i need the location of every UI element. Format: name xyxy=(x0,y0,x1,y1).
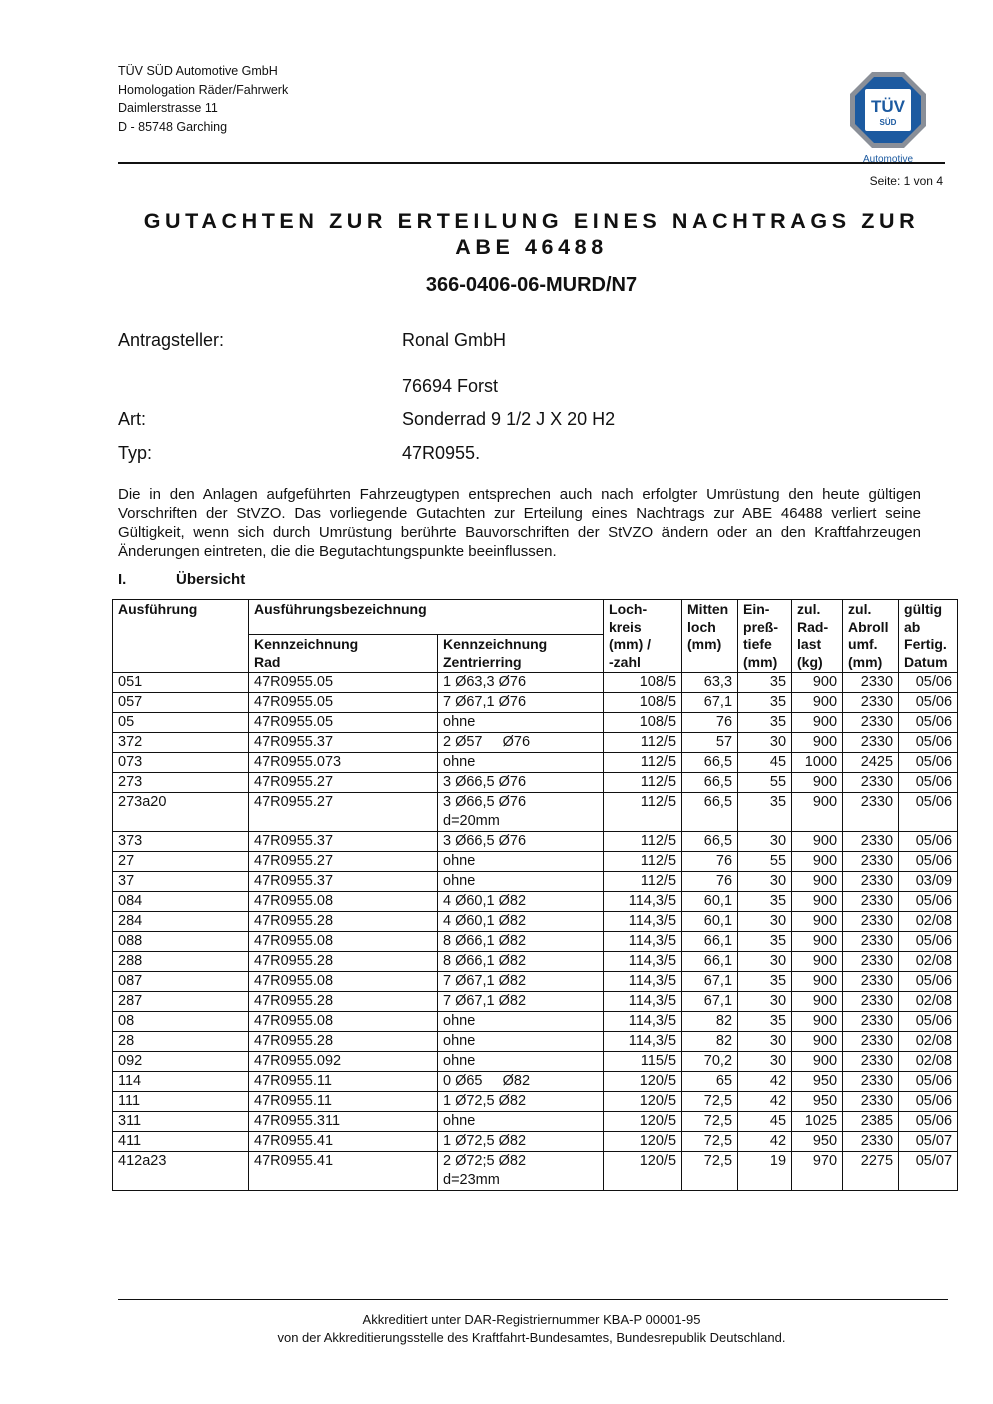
table-body xyxy=(113,673,958,1191)
table-row xyxy=(113,1152,958,1191)
table-cell: 35 xyxy=(738,892,792,912)
table-cell: 900 xyxy=(792,1052,843,1072)
table-cell: ohne xyxy=(438,872,604,892)
table-cell: 311 xyxy=(113,1112,249,1132)
header-ausfuehrung: Ausführung xyxy=(113,600,249,673)
table-cell: 900 xyxy=(792,992,843,1012)
table-cell: 82 xyxy=(682,1012,738,1032)
model-label: Typ: xyxy=(118,443,153,463)
table-cell: 7 Ø67,1 Ø82 xyxy=(438,992,604,1012)
table-cell: 900 xyxy=(792,952,843,972)
address-line: Homologation Räder/Fahrwerk xyxy=(118,82,289,97)
table-cell: 273a20 xyxy=(113,793,249,832)
table-cell: 66,5 xyxy=(682,832,738,852)
table-cell: 900 xyxy=(792,1032,843,1052)
table-row xyxy=(113,852,958,872)
table-row xyxy=(113,773,958,793)
table-cell: 2275 xyxy=(843,1152,899,1191)
table-cell: 66,1 xyxy=(682,952,738,972)
table-cell: 45 xyxy=(738,753,792,773)
table-cell: 900 xyxy=(792,1012,843,1032)
table-cell: 47R0955.37 xyxy=(249,872,438,892)
header-bezeichnung: Ausführungsbezeichnung xyxy=(249,600,604,635)
table-cell: 2 Ø72;5 Ø82 d=23mm xyxy=(438,1152,604,1191)
intro-paragraph: Die in den Anlagen aufgeführten Fahrzeugtypen entsprechen auch nach erfolgter Umrüstung den heute gültigen Vorschriften der StVZO. Das vorliegende Gutachten zur Erteilung eines Nachtrags zur ABE 46488 verliert seine Gültigkeit, wenn sich durch Umrüstung berührte Bauvorschriften der StVZO ändern oder an den Kraftfahrzeugen Änderungen eintreten, die die Begutachtungspunkte beeinflussen. xyxy=(118,486,921,560)
table-cell: 950 xyxy=(792,1132,843,1152)
table-row xyxy=(113,793,958,832)
table-cell: 30 xyxy=(738,992,792,1012)
table-cell: 05/06 xyxy=(899,892,958,912)
table-cell: 2330 xyxy=(843,892,899,912)
table-cell: 073 xyxy=(113,753,249,773)
table-cell: 05/06 xyxy=(899,832,958,852)
table-row xyxy=(113,753,958,773)
table-cell: 47R0955.28 xyxy=(249,952,438,972)
table-cell: 900 xyxy=(792,793,843,832)
table-cell: 120/5 xyxy=(604,1112,682,1132)
logo-caption: Automotive xyxy=(862,154,914,165)
title-line-1: GUTACHTEN ZUR ERTEILUNG EINES NACHTRAGS ZUR xyxy=(143,209,920,233)
table-cell: 2330 xyxy=(843,713,899,733)
table-cell: ohne xyxy=(438,1052,604,1072)
section-heading xyxy=(118,571,245,588)
table-cell: 72,5 xyxy=(682,1152,738,1191)
table-cell: 2330 xyxy=(843,1032,899,1052)
table-cell: 05/06 xyxy=(899,713,958,733)
table-cell: 35 xyxy=(738,1012,792,1032)
table-cell: 47R0955.11 xyxy=(249,1072,438,1092)
table-cell: 47R0955.08 xyxy=(249,932,438,952)
table-cell: 2330 xyxy=(843,1092,899,1112)
table-cell: 108/5 xyxy=(604,693,682,713)
table-cell: 66,5 xyxy=(682,773,738,793)
table-cell: 76 xyxy=(682,872,738,892)
table-cell: 05 xyxy=(113,713,249,733)
table-cell: 47R0955.27 xyxy=(249,793,438,832)
header-mittenloch: Mitten loch (mm) xyxy=(682,600,738,673)
section-title: Übersicht xyxy=(176,571,246,588)
table-cell: 4 Ø60,1 Ø82 xyxy=(438,912,604,932)
table-cell: 2330 xyxy=(843,1012,899,1032)
table-cell: 900 xyxy=(792,693,843,713)
table-cell: 900 xyxy=(792,912,843,932)
table-cell: 2330 xyxy=(843,773,899,793)
table-cell: 05/06 xyxy=(899,773,958,793)
table-cell: 950 xyxy=(792,1072,843,1092)
header-gueltig: gültig ab Fertig. Datum xyxy=(899,600,958,673)
table-cell: 3 Ø66,5 Ø76 xyxy=(438,773,604,793)
table-cell: 114,3/5 xyxy=(604,952,682,972)
table-cell: 900 xyxy=(792,892,843,912)
table-cell: 115/5 xyxy=(604,1052,682,1072)
table-cell: 3 Ø66,5 Ø76 xyxy=(438,832,604,852)
table-cell: 900 xyxy=(792,673,843,693)
table-cell: 47R0955.27 xyxy=(249,773,438,793)
table-cell: 900 xyxy=(792,932,843,952)
table-row xyxy=(113,892,958,912)
table-cell: 108/5 xyxy=(604,673,682,693)
address-line: D - 85748 Garching xyxy=(118,119,228,134)
table-cell: 273 xyxy=(113,773,249,793)
table-cell: ohne xyxy=(438,713,604,733)
table-cell: 35 xyxy=(738,793,792,832)
table-cell: 47R0955.05 xyxy=(249,693,438,713)
tuev-sued-logo xyxy=(848,70,928,165)
table-cell: 900 xyxy=(792,972,843,992)
table-row xyxy=(113,713,958,733)
table-cell: 112/5 xyxy=(604,773,682,793)
table-cell: 2330 xyxy=(843,952,899,972)
table-cell: 02/08 xyxy=(899,1032,958,1052)
table-cell: ohne xyxy=(438,753,604,773)
table-cell: 2 Ø57 Ø76 xyxy=(438,733,604,753)
table-cell: 47R0955.37 xyxy=(249,733,438,753)
table-cell: 02/08 xyxy=(899,952,958,972)
table-cell: 35 xyxy=(738,972,792,992)
table-cell: 70,2 xyxy=(682,1052,738,1072)
logo-text-sued: SÜD xyxy=(879,118,897,127)
table-cell: 1 Ø72,5 Ø82 xyxy=(438,1132,604,1152)
table-cell: 112/5 xyxy=(604,852,682,872)
table-cell: 05/06 xyxy=(899,673,958,693)
table-cell: 900 xyxy=(792,713,843,733)
table-cell: 02/08 xyxy=(899,992,958,1012)
table-cell: 108/5 xyxy=(604,713,682,733)
table-cell: 2330 xyxy=(843,852,899,872)
table-cell: 05/06 xyxy=(899,972,958,992)
table-cell: 7 Ø67,1 Ø82 xyxy=(438,972,604,992)
table-cell: 114 xyxy=(113,1072,249,1092)
table-cell: 82 xyxy=(682,1032,738,1052)
table-cell: 4 Ø60,1 Ø82 xyxy=(438,892,604,912)
table-cell: ohne xyxy=(438,852,604,872)
table-cell: 092 xyxy=(113,1052,249,1072)
table-cell: 47R0955.28 xyxy=(249,1032,438,1052)
table-cell: 67,1 xyxy=(682,992,738,1012)
header-einpress: Ein- preß- tiefe (mm) xyxy=(738,600,792,673)
table-cell: 1 Ø63,3 Ø76 xyxy=(438,673,604,693)
table-row xyxy=(113,693,958,713)
table-cell: 3 Ø66,5 Ø76 d=20mm xyxy=(438,793,604,832)
table-cell: 66,1 xyxy=(682,932,738,952)
header-kennz-zentr: Kennzeichnung Zentrierring xyxy=(438,635,604,673)
header-radlast: zul. Rad- last (kg) xyxy=(792,600,843,673)
table-cell: 112/5 xyxy=(604,793,682,832)
table-cell: 45 xyxy=(738,1112,792,1132)
table-cell: 373 xyxy=(113,832,249,852)
table-cell: 05/06 xyxy=(899,852,958,872)
table-row xyxy=(113,832,958,852)
table-cell: 72,5 xyxy=(682,1092,738,1112)
table-cell: 05/07 xyxy=(899,1152,958,1191)
applicant-city: 76694 Forst xyxy=(402,376,499,396)
table-cell: 72,5 xyxy=(682,1112,738,1132)
table-cell: 900 xyxy=(792,872,843,892)
table-cell: 30 xyxy=(738,733,792,753)
table-cell: 900 xyxy=(792,773,843,793)
table-cell: 2330 xyxy=(843,872,899,892)
overview-table xyxy=(112,599,958,1191)
table-cell: 03/09 xyxy=(899,872,958,892)
table-cell: 47R0955.092 xyxy=(249,1052,438,1072)
footer xyxy=(118,1311,945,1347)
table-cell: ohne xyxy=(438,1112,604,1132)
table-cell: 8 Ø66,1 Ø82 xyxy=(438,932,604,952)
table-cell: 2330 xyxy=(843,992,899,1012)
table-cell: 42 xyxy=(738,1072,792,1092)
table-cell: 112/5 xyxy=(604,733,682,753)
table-cell: 2330 xyxy=(843,972,899,992)
table-cell: 8 Ø66,1 Ø82 xyxy=(438,952,604,972)
title-line-2: ABE 46488 xyxy=(455,235,608,259)
table-cell: 900 xyxy=(792,733,843,753)
table-cell: 112/5 xyxy=(604,872,682,892)
table-cell: 19 xyxy=(738,1152,792,1191)
table-cell: 284 xyxy=(113,912,249,932)
table-row xyxy=(113,912,958,932)
table-cell: 1025 xyxy=(792,1112,843,1132)
table-cell: 411 xyxy=(113,1132,249,1152)
table-cell: 05/06 xyxy=(899,1072,958,1092)
company-address xyxy=(118,62,288,136)
table-cell: 60,1 xyxy=(682,912,738,932)
table-cell: 7 Ø67,1 Ø76 xyxy=(438,693,604,713)
table-cell: 35 xyxy=(738,693,792,713)
table-cell: 114,3/5 xyxy=(604,932,682,952)
table-cell: 970 xyxy=(792,1152,843,1191)
table-row xyxy=(113,1032,958,1052)
footer-divider xyxy=(118,1299,948,1300)
table-row xyxy=(113,992,958,1012)
table-cell: 120/5 xyxy=(604,1132,682,1152)
table-cell: 05/07 xyxy=(899,1132,958,1152)
footer-line-2: von der Akkreditierungsstelle des Kraftfahrt-Bundesamtes, Bundesrepublik Deutschland. xyxy=(277,1330,786,1345)
table-cell: 30 xyxy=(738,912,792,932)
table-row xyxy=(113,972,958,992)
document-title xyxy=(118,208,945,260)
table-cell: 2385 xyxy=(843,1112,899,1132)
table-cell: 900 xyxy=(792,832,843,852)
table-cell: 114,3/5 xyxy=(604,912,682,932)
header-lochkreis: Loch- kreis (mm) / -zahl xyxy=(604,600,682,673)
table-cell: 76 xyxy=(682,713,738,733)
table-cell: 47R0955.11 xyxy=(249,1092,438,1112)
table-cell: 2330 xyxy=(843,832,899,852)
applicant-name: Ronal GmbH xyxy=(402,330,507,350)
table-cell: 2330 xyxy=(843,1132,899,1152)
table-cell: 35 xyxy=(738,932,792,952)
table-cell: 47R0955.08 xyxy=(249,892,438,912)
table-cell: 57 xyxy=(682,733,738,753)
logo-text-tuev: TÜV xyxy=(871,97,905,116)
table-cell: 1 Ø72,5 Ø82 xyxy=(438,1092,604,1112)
table-cell: 114,3/5 xyxy=(604,1012,682,1032)
table-cell: 412a23 xyxy=(113,1152,249,1191)
table-cell: 47R0955.311 xyxy=(249,1112,438,1132)
table-cell: 05/06 xyxy=(899,1112,958,1132)
table-cell: 051 xyxy=(113,673,249,693)
table-cell: 120/5 xyxy=(604,1072,682,1092)
header-divider xyxy=(118,162,945,164)
table-cell: 76 xyxy=(682,852,738,872)
table-cell: 372 xyxy=(113,733,249,753)
table-cell: 084 xyxy=(113,892,249,912)
applicant-label: Antragsteller: xyxy=(118,330,225,350)
table-cell: 47R0955.05 xyxy=(249,713,438,733)
table-cell: 950 xyxy=(792,1092,843,1112)
table-row xyxy=(113,673,958,693)
table-cell: 47R0955.37 xyxy=(249,832,438,852)
table-cell: 47R0955.08 xyxy=(249,972,438,992)
table-cell: 120/5 xyxy=(604,1092,682,1112)
table-row xyxy=(113,733,958,753)
table-cell: 30 xyxy=(738,1032,792,1052)
footer-line-1: Akkreditiert unter DAR-Registriernummer KBA-P 00001-95 xyxy=(362,1312,701,1327)
type-value: Sonderrad 9 1/2 J X 20 H2 xyxy=(402,409,616,429)
table-cell: 02/08 xyxy=(899,912,958,932)
table-cell: 47R0955.05 xyxy=(249,673,438,693)
table-cell: 30 xyxy=(738,952,792,972)
table-cell: 1000 xyxy=(792,753,843,773)
table-cell: 111 xyxy=(113,1092,249,1112)
table-cell: 66,5 xyxy=(682,793,738,832)
table-cell: 2330 xyxy=(843,733,899,753)
table-cell: 114,3/5 xyxy=(604,972,682,992)
table-cell: 2330 xyxy=(843,693,899,713)
table-cell: 112/5 xyxy=(604,832,682,852)
page-number: Seite: 1 von 4 xyxy=(869,174,943,188)
table-cell: 42 xyxy=(738,1132,792,1152)
table-cell: 67,1 xyxy=(682,693,738,713)
table-cell: 02/08 xyxy=(899,1052,958,1072)
table-cell: 114,3/5 xyxy=(604,1032,682,1052)
table-cell: 05/06 xyxy=(899,793,958,832)
table-cell: 55 xyxy=(738,852,792,872)
table-cell: 47R0955.073 xyxy=(249,753,438,773)
table-row xyxy=(113,952,958,972)
table-cell: ohne xyxy=(438,1012,604,1032)
table-cell: 2330 xyxy=(843,1072,899,1092)
table-cell: 47R0955.27 xyxy=(249,852,438,872)
table-cell: 114,3/5 xyxy=(604,892,682,912)
table-row xyxy=(113,1092,958,1112)
table-cell: 2330 xyxy=(843,912,899,932)
table-cell: 120/5 xyxy=(604,1152,682,1191)
table-cell: 288 xyxy=(113,952,249,972)
table-row xyxy=(113,1072,958,1092)
table-cell: 2425 xyxy=(843,753,899,773)
table-cell: 05/06 xyxy=(899,753,958,773)
table-cell: 05/06 xyxy=(899,1092,958,1112)
table-cell: 47R0955.08 xyxy=(249,1012,438,1032)
table-cell: 2330 xyxy=(843,1052,899,1072)
table-cell: 30 xyxy=(738,832,792,852)
table-cell: 30 xyxy=(738,1052,792,1072)
table-cell: 60,1 xyxy=(682,892,738,912)
table-cell: 900 xyxy=(792,852,843,872)
table-cell: 47R0955.41 xyxy=(249,1152,438,1191)
address-line: Daimlerstrasse 11 xyxy=(118,101,218,115)
table-cell: 27 xyxy=(113,852,249,872)
table-row xyxy=(113,1012,958,1032)
table-cell: 112/5 xyxy=(604,753,682,773)
table-row xyxy=(113,872,958,892)
table-cell: 2330 xyxy=(843,673,899,693)
table-cell: 287 xyxy=(113,992,249,1012)
table-cell: 55 xyxy=(738,773,792,793)
type-label: Art: xyxy=(118,409,147,429)
table-cell: 2330 xyxy=(843,932,899,952)
table-cell: 42 xyxy=(738,1092,792,1112)
table-cell: 088 xyxy=(113,932,249,952)
table-cell: 67,1 xyxy=(682,972,738,992)
table-cell: 087 xyxy=(113,972,249,992)
table-cell: 63,3 xyxy=(682,673,738,693)
header-abroll: zul. Abroll umf. (mm) xyxy=(843,600,899,673)
table-cell: 05/06 xyxy=(899,1012,958,1032)
table-row xyxy=(113,1112,958,1132)
document-number: 366-0406-06-MURD/N7 xyxy=(425,274,638,296)
section-number: I. xyxy=(118,571,127,588)
table-row xyxy=(113,1132,958,1152)
table-cell: 28 xyxy=(113,1032,249,1052)
address-line: TÜV SÜD Automotive GmbH xyxy=(118,64,278,78)
table-cell: 30 xyxy=(738,872,792,892)
table-cell: 0 Ø65 Ø82 xyxy=(438,1072,604,1092)
table-cell: 72,5 xyxy=(682,1132,738,1152)
table-row xyxy=(113,932,958,952)
table-cell: 47R0955.41 xyxy=(249,1132,438,1152)
table-cell: 66,5 xyxy=(682,753,738,773)
table-cell: 65 xyxy=(682,1072,738,1092)
table-cell: 37 xyxy=(113,872,249,892)
table-cell: 05/06 xyxy=(899,932,958,952)
table-cell: 47R0955.28 xyxy=(249,992,438,1012)
table-cell: 35 xyxy=(738,673,792,693)
table-cell: 057 xyxy=(113,693,249,713)
table-cell: ohne xyxy=(438,1032,604,1052)
table-cell: 47R0955.28 xyxy=(249,912,438,932)
table-cell: 2330 xyxy=(843,793,899,832)
model-value: 47R0955. xyxy=(402,443,481,463)
table-cell: 05/06 xyxy=(899,733,958,753)
header-kennz-rad: Kennzeichnung Rad xyxy=(249,635,438,673)
table-cell: 08 xyxy=(113,1012,249,1032)
table-cell: 114,3/5 xyxy=(604,992,682,1012)
table-cell: 05/06 xyxy=(899,693,958,713)
table-cell: 35 xyxy=(738,713,792,733)
table-row xyxy=(113,1052,958,1072)
